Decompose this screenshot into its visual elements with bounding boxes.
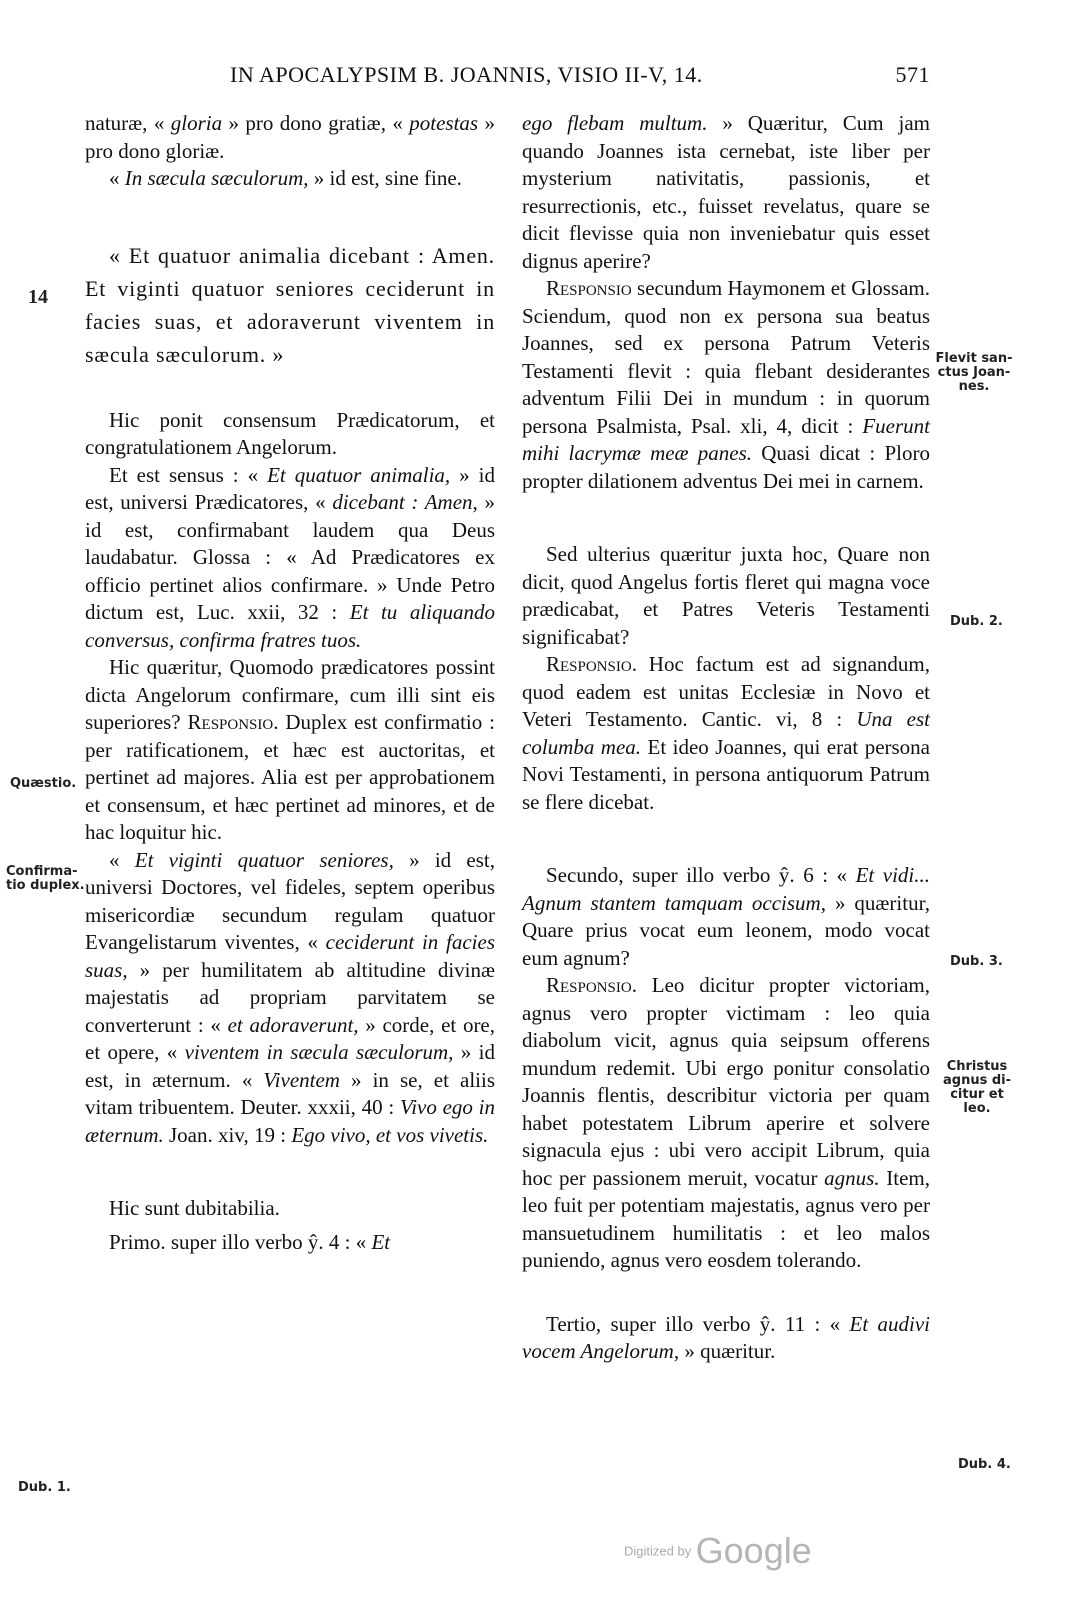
right-paragraph-3: Sed ulterius quæritur juxta hoc, Quare non dicit, quod Angelus fortis fleret qui magna voce prædicabat, et Patres Veteris Testamenti significabat? [522, 542, 930, 649]
verse-number: 14 [28, 286, 48, 308]
right-paragraph-4: Responsio. Hoc factum est ad signandum, quod eadem est unitas Ecclesiæ in Novo et Veteri Testamento. Cantic. vi, 8 : Una est columba mea. Et ideo Joannes, qui erat persona Novi Testamenti, in persona antiquorum Patrum se flere dicebat. [522, 652, 930, 814]
margin-note-dub-4: Dub. 4. [958, 1457, 1011, 1472]
left-paragraph-3: Hic ponit consensum Prædicatorum, et congratulationem Angelorum. [85, 407, 495, 459]
margin-note-christus: Christus agnus di- citur et leo. [942, 1059, 1011, 1116]
left-paragraph-6: « Et viginti quatuor seniores, » id est, universi Doctores, vel fideles, septem operibus misericordiæ secundum regulam quatuor Evangelistarum viventes, « ceciderunt in facies suas, » per humilitatem ab altitudine divinæ majestatis ad propriam parvitatem se converterunt : « et adoraverunt, » corde, et ore, et opere, « viventem in sæcula sæculorum, » id est, in æternum. « Viventem » in se, et aliis vitam tribuentem. Deuter. xxxii, 40 : Vivo ego in æternum. Joan. xiv, 19 : Ego vivo, et vos vivetis. [85, 847, 496, 1147]
left-paragraph-8: Primo. super illo verbo ŷ. 4 : « Et [109, 1229, 391, 1254]
digitized-by-google-watermark [624, 1530, 812, 1572]
right-paragraph-7: Tertio, super illo verbo ŷ. 11 : « Et audivi vocem Angelorum, » quæritur. [522, 1311, 931, 1363]
left-paragraph-7: Hic sunt dubitabilia. [109, 1196, 280, 1220]
right-column [522, 110, 930, 1366]
right-paragraph-2: Responsio secundum Haymonem et Glossam. Sciendum, quod non ex persona sua beatus Joannes, sed ex persona Patrum Veteris Testamenti flevit : quia flebant desiderantes adventum Filii Dei in mundum : in quorum persona Psalmista, Psal. xli, 4, dicit : Fuerunt mihi lacrymæ meæ panes. Quasi dicat : Ploro propter dilationem adventus Dei mei in carnem. [522, 276, 930, 493]
left-paragraph-4: Et est sensus : « Et quatuor animalia, » id est, universi Prædicatores, « dicebant : Amen, » id est, confirmabant laudem qua Deus laudabatur. Glossa : « Ad Prædicatores ex officio pertinet alios confirmare. » Unde Petro dictum est, Luc. xxii, 32 : Et tu aliquando conversus, confirma fratres tuos. [85, 462, 495, 652]
left-paragraph-1: naturæ, « gloria » pro dono gratiæ, « potestas » pro dono gloriæ. [85, 111, 496, 163]
left-paragraph-5: Hic quæritur, Quomodo prædicatores possint dicta Angelorum confirmare, cum illi sint eis superiores? Responsio. Duplex est confirmatio : per ratificationem, et hæc est auctoritas, et pertinet ad majores. Alia est per approbationem et consensum, et hæc pertinet ad minores, et de hac loquitur hic. [85, 655, 495, 844]
google-logo: Google [695, 1530, 812, 1571]
margin-note-quaestio: Quæstio. [10, 776, 77, 791]
margin-note-dub-3: Dub. 3. [950, 954, 1003, 969]
digitized-label: Digitized by [624, 1543, 692, 1559]
margin-note-confirmatio: Confirma- tio duplex. [6, 864, 85, 893]
page-number: 571 [895, 62, 930, 87]
margin-note-flevit: Flevit san- ctus Joan- nes. [935, 351, 1013, 394]
running-title: IN APOCALYPSIM B. JOANNIS, VISIO II-V, 14. [230, 62, 703, 87]
right-paragraph-6: Responsio. Leo dicitur propter victoriam, agnus vero propter victimam : leo quia diabolum vicit, agnus quia seipsum offerens mundum redemit. Ubi ergo ponitur consolatio Joannis flentis, describitur victoria per quam habet potestatem Librum aperire et solvere signacula ejus : ubi vero accipit Librum, quia hoc per passionem meruit, vocatur agnus. Item, leo fuit per potentiam majestatis, agnus vero per mansuetudinem humilitatis : et leo malos puniendo, agnus vero eosdem tolerando. [522, 973, 931, 1272]
left-paragraph-2: « In sæcula sæculorum, » id est, sine fine. [109, 166, 462, 190]
right-paragraph-5: Secundo, super illo verbo ŷ. 6 : « Et vidi... Agnum stantem tamquam occisum, » quæritur, Quare prius vocat eum leonem, modo vocat eum agnum? [522, 863, 930, 970]
left-column [85, 110, 495, 1256]
margin-note-dub-2: Dub. 2. [950, 614, 1003, 629]
verse-14-text: « Et quatuor animalia dicebant : Amen. Et viginti quatuor seniores ceciderunt in facies suas, et adoraverunt viventem in sæcula sæculorum. » [85, 242, 495, 367]
margin-note-dub-1: Dub. 1. [18, 1480, 71, 1495]
right-paragraph-1: ego flebam multum. » Quæritur, Cum jam quando Joannes ista cernebat, iste liber per mysterium nativitatis, passionis, et resurrectionis, etc., fuisset revelatus, quare se dicit flevisse quia non inveniebatur quis esset dignus aperire? [522, 111, 930, 273]
